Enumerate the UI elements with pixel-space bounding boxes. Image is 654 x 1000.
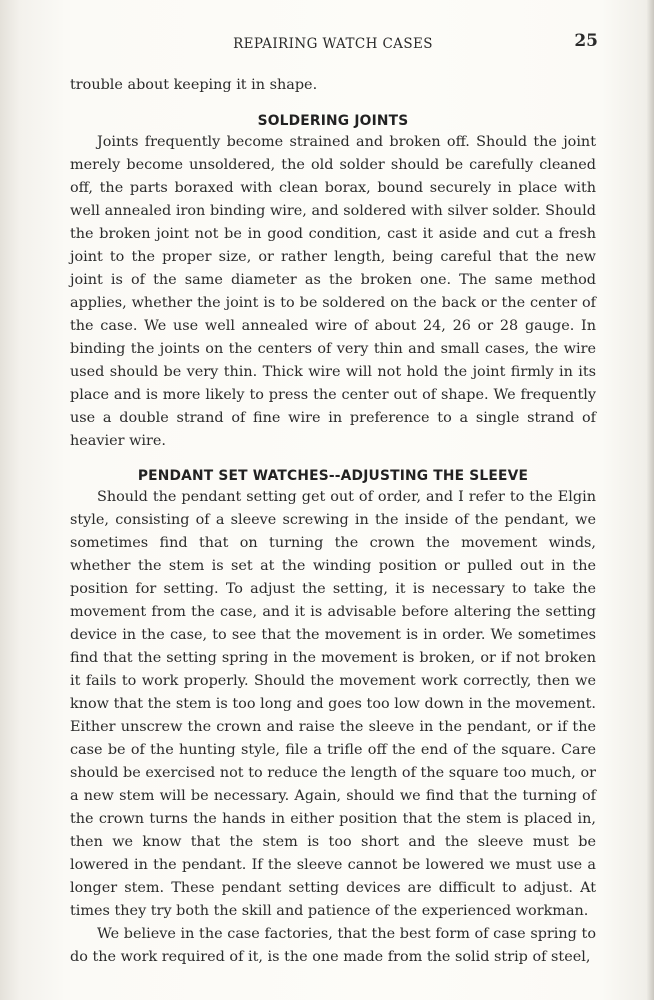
section-heading-soldering-joints: SOLDERING JOINTS	[257, 113, 409, 129]
paragraph-pendant-set-2: We believe in the case factories, that the best form of case spring to do the work required of it, is the one made from the solid strip of steel,	[70, 926, 596, 965]
body-text	[70, 74, 596, 969]
running-title: REPAIRING WATCH CASES	[233, 36, 433, 52]
paragraph-soldering-joints: Joints frequently become strained and broken off. Should the joint merely become unsoldered, the old solder should be carefully cleaned off, the parts boraxed with clean borax, bound securely in place with well annealed iron binding wire, and soldered with silver solder. Should the broken joint not be in good condition, cast it aside and cut a fresh joint to the proper size, or rather length, being careful that the new joint is of the same diameter as the broken one. The same method applies, whether the joint is to be soldered on the back or the center of the case. We use well annealed wire of about 24, 26 or 28 gauge. In binding the joints on the centers of very thin and small cases, the wire used should be very thin. Thick wire will not hold the joint firmly in its place and is more likely to press the center out of shape. We frequently use a double strand of fine wire in preference to a single strand of heavier wire.	[70, 134, 596, 449]
continued-line: trouble about keeping it in shape.	[70, 77, 318, 93]
book-page	[70, 28, 596, 969]
section-heading-pendant-set-watches: PENDANT SET WATCHES--ADJUSTING THE SLEEVE	[137, 468, 529, 484]
running-head	[70, 28, 596, 56]
page-number: 25	[574, 31, 598, 51]
paragraph-pendant-set-1: Should the pendant setting get out of order, and I refer to the Elgin style, consisting of a sleeve screwing in the inside of the pendant, we sometimes find that on turning the crown the movement winds, whether the stem is set at the winding position or pulled out in the position for setting. To adjust the setting, it is necessary to take the movement from the case, and it is advisable before altering the setting device in the case, to see that the movement is in order. We sometimes find that the setting spring in the movement is broken, or if not broken it fails to work properly. Should the movement work correctly, then we know that the stem is too long and goes too low down in the movement. Either unscrew the crown and raise the sleeve in the pendant, or if the case be of the hunting style, file a trifle off the end of the square. Care should be exercised not to reduce the length of the square too much, or a new stem will be necessary. Again, should we find that the turning of the crown turns the hands in either position that the stem is placed in, then we know that the stem is too short and the sleeve must be lowered in the pendant. If the sleeve cannot be lowered we must use a longer stem. These pendant setting devices are difficult to adjust. At times they try both the skill and patience of the experienced workman.	[70, 489, 596, 919]
page-edge	[646, 0, 654, 1000]
